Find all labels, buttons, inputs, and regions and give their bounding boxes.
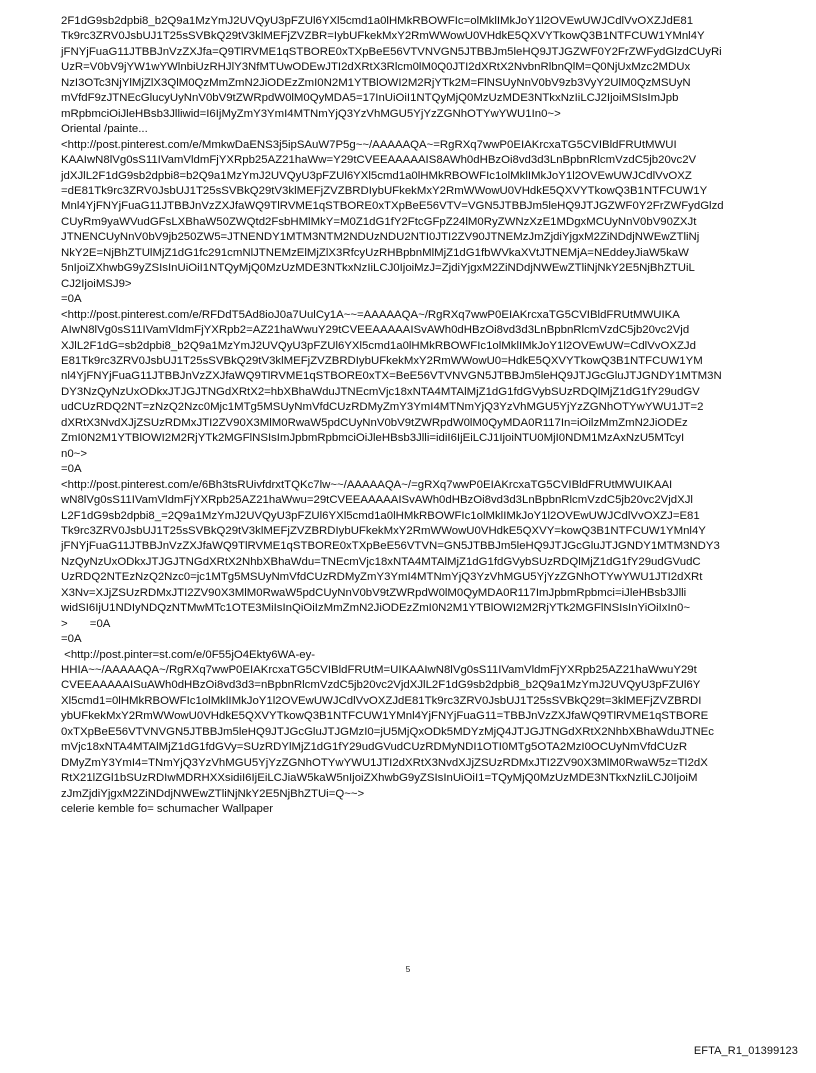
text-line: XJlL2F1dG=sb2dpbi8_b2Q9a1MzYmJ2UVQyU3pFZUl6YXl5cmd1a0lHMkRBOWFIc1olMklIMkJoY1l2OVEwUW=CdlVvOXZJd — [61, 339, 696, 352]
text-line: widSI6IjU1NDIyNDQzNTMwMTc1OTE3MiIsInQiOiIzMmZmN2JiODEzZmI0N2M1YTBlOWI2M2RjYTk2MGFlNSIsInYiOiIxIn0~ — [61, 602, 690, 615]
text-line: <http://post.pinterest.com/e/RFDdT5Ad8ioJ0a7UulCy1A~~=AAAAAQA~/RgRXq7wwP0EIAKrcxaTG5CVIBldFRUtMWUIKA — [61, 308, 680, 321]
text-line: zJmZjdiYjgxM2ZiNDdjNWEwZTliNjNkY2E5NjBhZTUi=Q~~> — [61, 787, 365, 800]
text-line: CVEEAAAAAISuAWh0dHBzOi8vd3d3=nBpbnRlcmVzdC5jb20vc2VjdXJlL2F1dG9sb2dpbi8_b2Q9a1MzYmJ2UVQyU3pFZUl6Y — [61, 679, 701, 692]
text-line: <http://post.pinterest.com/e/6Bh3tsRUivfdrxtTQKc7lw~~/AAAAAQA~/=gRXq7wwP0EIAKrcxaTG5CVIBldFRUtMWUIKAAI — [61, 478, 673, 491]
text-line: UzRDQ2NTEzNzQ2Nzc0=jc1MTg5MSUyNmVfdCUzRDMyZmY3YmI4MTNmYjQ3YzVhMGU5YjYzZGNhOTYwYWU1JTI2dXRt — [61, 571, 703, 584]
text-line: =dE81Tk9rc3ZRV0JsbUJ1T25sSVBkQ29tV3klMEFjZVZBRDIybUFkekMxY2RmWWowU0VHdkE5QXVYTkowQ3B1NTFCUW1Y — [61, 184, 708, 197]
text-line: NzI3OTc3NjYlMjZlX3QlM0QzMmZmN2JiODEzZmI0N2M1YTBlOWI2M2RjYTk2M=FlNSUyNnV0bV9zb3VyY2UlM0QzMSUyN — [61, 76, 691, 89]
email-body-text — [61, 14, 761, 818]
text-line: 2F1dG9sb2dpbi8_b2Q9a1MzYmJ2UVQyU3pFZUl6YXl5cmd1a0lHMkRBOWFIc=olMklIMkJoY1l2OVEwUWJCdlVvOXZJdE81 — [61, 15, 694, 27]
text-line: wN8lVg0sS11IVamVldmFjYXRpb25AZ21haWwu=29tCVEEAAAAAISvAWh0dHBzOi8vd3d3LnBpbnRlcmVzdC5jb20vc2VjdXJl — [61, 494, 693, 507]
text-line: CUyRm9yaWVudGFsLXBhaW50ZWQtd2FsbHMlMkY=M0Z1dG1fY2FtcGFpZ24lM0RyZWNzXzE1MDgxMCUyNnV0bV90ZXJt — [61, 215, 697, 228]
text-line: <http://post.pinterest.com/e/MmkwDaENS3j5ipSAuW7P5g~~/AAAAAQA~=RgRXq7wwP0EIAKrcxaTG5CVIBldFRUtMWUI — [61, 138, 677, 151]
text-line: KAAIwN8lVg0sS11IVamVldmFjYXRpb25AZ21haWw=Y29tCVEEAAAAAIS8AWh0dHBzOi8vd3d3LnBpbnRlcmVzdC5jb20vc2V — [61, 154, 697, 167]
page-number: 5 — [405, 964, 411, 974]
text-line: NkY2E=NjBhZTUlMjZ1dG1fc291cmNlJTNEMzElMjZlX3RfcyUzRHBpbnMlMjZ1dG1fbWVkaXVtJTNEMjA=NEddeyJiaW5kaW — [61, 246, 689, 259]
text-line: ybUFkekMxY2RmWWowU0VHdkE5QXVYTkowQ3B1NTFCUW1YMnl4YjFNYjFuaG11=TBBJnVzZXJfaWQ9TlRVME1qSTBORE — [61, 710, 709, 723]
document-id-stamp: EFTA_R1_01399123 — [693, 1045, 798, 1057]
text-line: X3Nv=XJjZSUzRDMxJTI2ZV90X3MlM0RwaW5pdCUyNnV0bV9tZWRpdW0lM0QyMDA0R117ImJpbmRpbmci=iJleHBsb3Jlli — [61, 586, 687, 599]
text-line: =0A — [61, 293, 82, 306]
text-line: E81Tk9rc3ZRV0JsbUJ1T25sSVBkQ29tV3klMEFjZVZBRDIybUFkekMxY2RmWWowU0=HdkE5QXVYTkowQ3B1NTFCUW1YM — [61, 354, 703, 367]
text-line: AIwN8lVg0sS11IVamVldmFjYXRpb2=AZ21haWwuY29tCVEEAAAAAISvAWh0dHBzOi8vd3d3LnBpbnRlcmVzdC5jb20vc2Vjd — [61, 324, 690, 337]
text-line: mRpbmciOiJleHBsb3Jlliwid=I6IjMyZmY3YmI4MTNmYjQ3YzVhMGU5YjYzZGNhOTYwYWU1In0~> — [61, 107, 561, 120]
text-line: JTNENCUyNnV0bV9jb250ZW5=JTNENDY1MTM3NTM2NDUzNDU2NTI0JTI2ZV90JTNEMzJmZjdiYjgxM2ZiNDdjNWEwZTliNj — [61, 231, 700, 244]
text-line: RtX21lZGl1bSUzRDIwMDRHXXsidiI6IjEiLCJiaW5kaW5nIjoiZXhwbG9yZSIsInUiOiI1=TQyMjQ0MzUzMDE3NTkxNzIiLCJ0IjoiM — [61, 772, 698, 785]
text-line: L2F1dG9sb2dpbi8_=2Q9a1MzYmJ2UVQyU3pFZUl6YXl5cmd1a0lHMkRBOWFIc1olMklIMkJoY1l2OVEwUWJCdlVvOXZJ=E81 — [61, 509, 700, 522]
text-line: NzQyNzUxODkxJTJGJTNGdXRtX2NhbXBhaWdu=TNEcmVjc18xNTA4MTAlMjZ1dG1fdGVybSUzRDQlMjZ1dG1fY29udGVudC — [61, 555, 701, 568]
text-line: n0~> — [61, 447, 87, 460]
text-line: > =0A — [61, 617, 111, 630]
text-line: Tk9rc3ZRV0JsbUJ1T25sSVBkQ29tV3klMEFjZVZBRDIybUFkekMxY2RmWWowU0VHdkE5QXVY=kowQ3B1NTFCUW1YMnl4Y — [61, 524, 706, 537]
text-line: nl4YjFNYjFuaG11JTBBJnVzZXJfaWQ9TlRVME1qSTBORE0xTX=BeE56VTVNVGN5JTBBJm5leHQ9JTJGcGluJTJGNDY1MTM3N — [61, 370, 722, 383]
text-line: Oriental /painte... — [61, 123, 148, 136]
text-line: udCUzRDQ2NT=zNzQ2Nzc0Mjc1MTg5MSUyNmVfdCUzRDMyZmY3YmI4MTNmYjQ3YzVhMGU5YjYzZGNhOTYwYWU1JT=2 — [61, 401, 704, 414]
text-line: Xl5cmd1=0lHMkRBOWFIc1olMklIMkJoY1l2OVEwUWJCdlVvOXZJdE81Tk9rc3ZRV0JsbUJ1T25sSVBkQ29t=3klMEFjZVZBRDI — [61, 694, 702, 707]
text-line: Tk9rc3ZRV0JsbUJ1T25sSVBkQ29tV3klMEFjZVZBR=IybUFkekMxY2RmWWowU0VHdkE5QXVYTkowQ3B1NTFCUW1YMnl4Y — [61, 30, 705, 43]
text-line: ZmI0N2M1YTBlOWI2M2RjYTk2MGFlNSIsImJpbmRpbmciOiJleHBsb3Jlli=idiI6IjEiLCJ1IjoiNTU0MjI0NDM1MzAxNzU5MTcyI — [61, 432, 685, 445]
text-line: =0A — [61, 633, 82, 646]
text-line: jFNYjFuaG11JTBBJnVzZXJfaWQ9TlRVME1qSTBORE0xTXpBeE56VTVN=GN5JTBBJm5leHQ9JTJGcGluJTJGNDY1MTM3NDY3 — [61, 540, 720, 553]
text-line: dXRtX3NvdXJjZSUzRDMxJTI2ZV90X3MlM0RwaW5pdCUyNnV0bV9tZWRpdW0lM0QyMDA0R117In=iOilzMmZmN2JiODEz — [61, 416, 688, 429]
text-line: DY3NzQyNzUxODkxJTJGJTNGdXRtX2=hbXBhaWduJTNEcmVjc18xNTA4MTAlMjZ1dG1fdGVybSUzRDQlMjZ1dG1fY29udGV — [61, 385, 700, 398]
text-line: CJ2IjoiMSJ9> — [61, 277, 132, 290]
text-line: =0A — [61, 463, 82, 476]
text-line: 5nIjoiZXhwbG9yZSIsInUiOiI1NTQyMjQ0MzUzMDE3NTkxNzIiLCJ0IjoiMzJ=ZjdiYjgxM2ZiNDdjNWEwZTliNjNkY2E5NjBhZTUiL — [61, 262, 695, 275]
text-line: celerie kemble fo= schumacher Wallpaper — [61, 803, 273, 816]
text-line: mVjc18xNTA4MTAlMjZ1dG1fdGVy=SUzRDYlMjZ1dG1fY29udGVudCUzRDMyNDI1OTI0MTg5OTA2MzI0OCUyNmVfdCUzR — [61, 741, 688, 754]
text-line: mVfdF9zJTNEcGlucyUyNnV0bV9tZWRpdW0lM0QyMDA5=17InUiOiI1NTQyMjQ0MzUzMDE3NTkxNzIiLCJ2IjoiMSIsImJpb — [61, 92, 679, 105]
text-line: 0xTXpBeE56VTVNVGN5JTBBJm5leHQ9JTJGcGluJTJGMzI0=jU5MjQxODk5MDYzMjQ4JTJGJTNGdXRtX2NhbXBhaWduJTNEc — [61, 725, 714, 738]
text-line: <http://post.pinter=st.com/e/0F55jO4Ekty6WA-ey- — [61, 648, 316, 661]
text-line: UzR=V0bV9jYW1wYWlnbiUzRHJlY3NfMTUwODEwJTI2dXRtX3Rlcm0lM0Q0JTI2dXRtX2NvbnRlbnQlM=Q0NjUxMzc2MDUx — [61, 61, 691, 74]
text-line: jFNYjFuaG11JTBBJnVzZXJfa=Q9TlRVME1qSTBORE0xTXpBeE56VTVNVGN5JTBBJm5leHQ9JTJGZWF0Y2FrZWFydGlzdCUyRi — [61, 45, 722, 58]
text-line: Mnl4YjFNYjFuaG11JTBBJnVzZXJfaWQ9TlRVME1qSTBORE0xTXpBeE56VTV=VGN5JTBBJm5leHQ9JTJGZWF0Y2FrZWFydGlzd — [61, 200, 724, 213]
text-line: jdXJlL2F1dG9sb2dpbi8=b2Q9a1MzYmJ2UVQyU3pFZUl6YXl5cmd1a0lHMkRBOWFIc1olMklIMkJoY1l2OVEwUWJCdlVvOXZ — [61, 169, 692, 182]
text-line: HHIA~~/AAAAAQA~/RgRXq7wwP0EIAKrcxaTG5CVIBldFRUtM=UIKAAIwN8lVg0sS11IVamVldmFjYXRpb25AZ21haWwuY29t — [61, 664, 697, 677]
text-line: DMyZmY3YmI4=TNmYjQ3YzVhMGU5YjYzZGNhOTYwYWU1JTI2dXRtX3NvdXJjZSUzRDMxJTI2ZV90X3MlM0RwaW5z=TI2dX — [61, 756, 708, 769]
